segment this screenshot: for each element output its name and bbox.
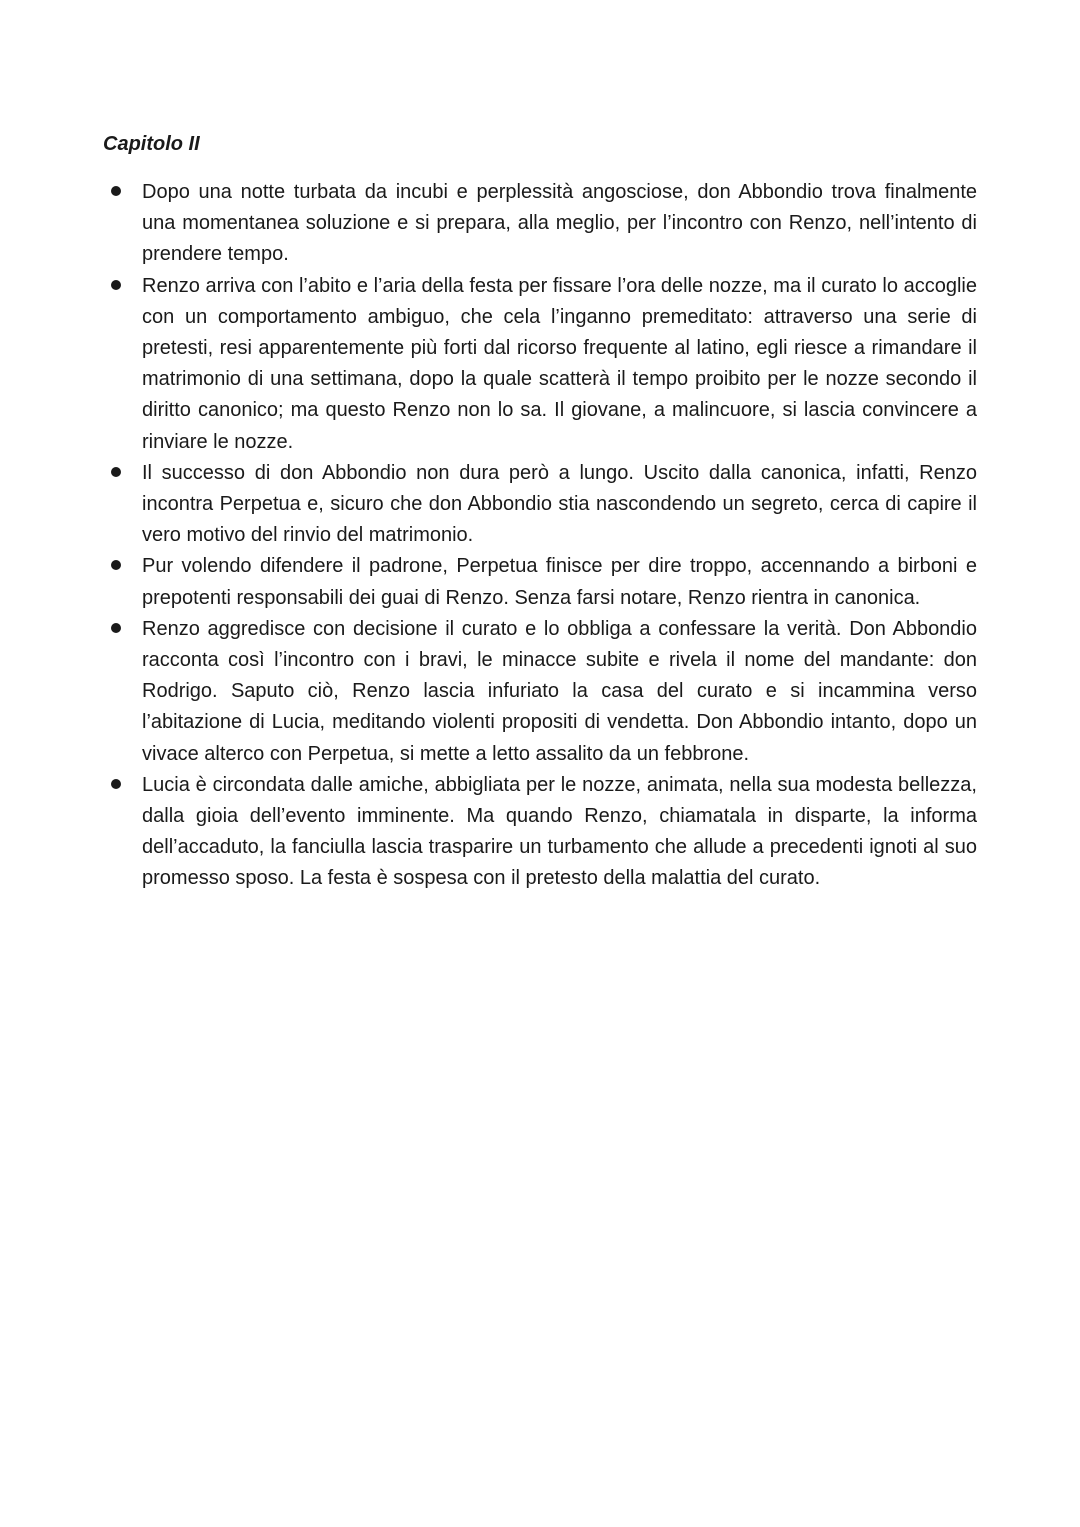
bullet-icon: [111, 186, 121, 196]
list-item-text: Pur volendo difendere il padrone, Perpetua finisce per dire troppo, accennando a birboni e prepotenti responsabili dei guai di Renzo. Senza farsi notare, Renzo rientra in canonica.: [142, 555, 977, 609]
bullet-icon: [111, 280, 121, 290]
bullet-icon: [111, 560, 121, 570]
list-item: [142, 551, 977, 613]
list-item: [142, 770, 977, 895]
list-item-text: Renzo aggredisce con decisione il curato e lo obbliga a confessare la verità. Don Abbondio racconta così l’incontro con i bravi, le minacce subite e rivela il nome del mandante: don Rodrigo. Saputo ciò, Renzo lascia infuriato la casa del curato e si incammina verso l’abitazione di Lucia, meditando violenti propositi di vendetta. Don Abbondio intanto, dopo un vivace alterco con Perpetua, si mette a letto assalito da un febbrone.: [142, 617, 977, 765]
list-item: [142, 271, 977, 458]
bullet-icon: [111, 623, 121, 633]
list-item-text: Dopo una notte turbata da incubi e perplessità angosciose, don Abbondio trova finalmente una momentanea soluzione e si prepara, alla meglio, per l’incontro con Renzo, nell’intento di prendere tempo.: [142, 181, 977, 266]
list-item-text: Renzo arriva con l’abito e l’aria della festa per fissare l’ora delle nozze, ma il curato lo accoglie con un comportamento ambiguo, che cela l’inganno premeditato: attraverso una serie di pretesti, resi apparentemente più forti dal ricorso frequente al latino, egli riesce a rimandare il matrimonio di una settimana, dopo la quale scatterà il tempo proibito per le nozze secondo il diritto canonico; ma questo Renzo non lo sa. Il giovane, a malincuore, si lascia convincere a rinviare le nozze.: [142, 274, 977, 453]
chapter-title: Capitolo II: [103, 133, 200, 155]
list-item-text: Lucia è circondata dalle amiche, abbigliata per le nozze, animata, nella sua modesta bellezza, dalla gioia dell’evento imminente. Ma quando Renzo, chiamatala in disparte, la informa dell’accaduto, la fanciulla lascia trasparire un turbamento che allude a precedenti ignoti al suo promesso sposo. La festa è sospesa con il pretesto della malattia del curato.: [142, 773, 977, 890]
summary-list: [0, 177, 1080, 895]
list-item-text: Il successo di don Abbondio non dura però a lungo. Uscito dalla canonica, infatti, Renzo incontra Perpetua e, sicuro che don Abbondio stia nascondendo un segreto, cerca di capire il vero motivo del rinvio del matrimonio.: [142, 461, 977, 547]
list-item: [142, 177, 977, 271]
bullet-icon: [111, 467, 121, 477]
list-item: [142, 614, 977, 770]
bullet-icon: [111, 779, 121, 789]
list-item: [142, 458, 977, 552]
